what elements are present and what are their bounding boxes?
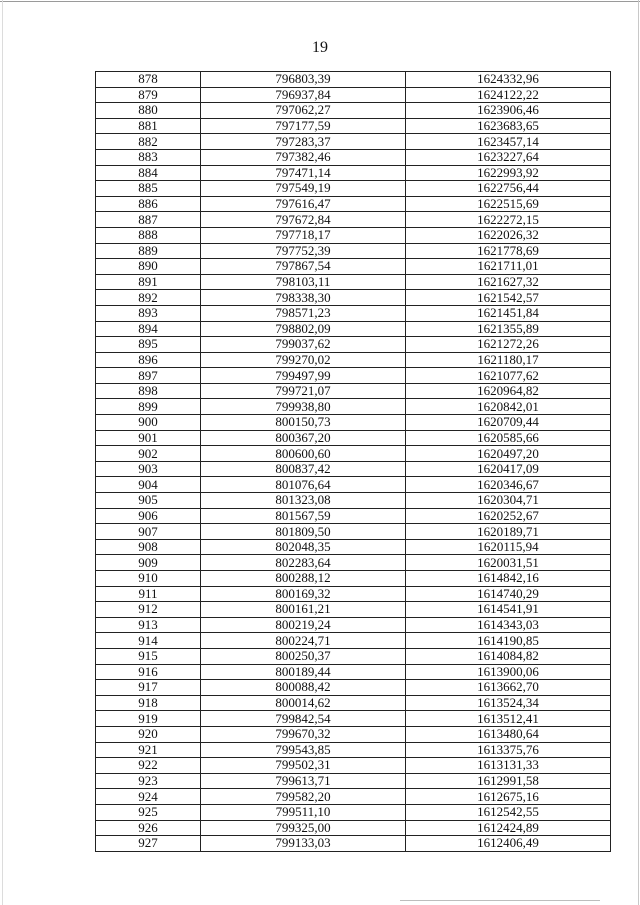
y-coordinate-cell: 1614740,29 <box>406 586 611 602</box>
point-number-cell: 913 <box>96 617 201 633</box>
x-coordinate-cell: 797062,27 <box>201 103 406 119</box>
table-row <box>96 149 611 165</box>
x-coordinate-cell: 798802,09 <box>201 321 406 337</box>
x-coordinate-cell: 801809,50 <box>201 524 406 540</box>
point-number-cell: 905 <box>96 493 201 509</box>
point-number-cell: 897 <box>96 368 201 384</box>
table-row <box>96 539 611 555</box>
x-coordinate-cell: 800367,20 <box>201 430 406 446</box>
point-number-cell: 882 <box>96 134 201 150</box>
point-number-cell: 901 <box>96 430 201 446</box>
scan-edge-bottom <box>400 900 600 901</box>
point-number-cell: 925 <box>96 804 201 820</box>
y-coordinate-cell: 1613512,41 <box>406 711 611 727</box>
y-coordinate-cell: 1620346,67 <box>406 477 611 493</box>
y-coordinate-cell: 1612406,49 <box>406 836 611 852</box>
x-coordinate-cell: 797283,37 <box>201 134 406 150</box>
y-coordinate-cell: 1621355,89 <box>406 321 611 337</box>
x-coordinate-cell: 798103,11 <box>201 274 406 290</box>
point-number-cell: 900 <box>96 415 201 431</box>
y-coordinate-cell: 1612675,16 <box>406 789 611 805</box>
x-coordinate-cell: 799511,10 <box>201 804 406 820</box>
point-number-cell: 904 <box>96 477 201 493</box>
point-number-cell: 921 <box>96 742 201 758</box>
y-coordinate-cell: 1621778,69 <box>406 243 611 259</box>
table-row <box>96 227 611 243</box>
table-row <box>96 305 611 321</box>
point-number-cell: 918 <box>96 695 201 711</box>
x-coordinate-cell: 800189,44 <box>201 664 406 680</box>
point-number-cell: 924 <box>96 789 201 805</box>
x-coordinate-cell: 797471,14 <box>201 165 406 181</box>
table-row <box>96 617 611 633</box>
x-coordinate-cell: 799670,32 <box>201 726 406 742</box>
point-number-cell: 880 <box>96 103 201 119</box>
y-coordinate-cell: 1620709,44 <box>406 415 611 431</box>
point-number-cell: 922 <box>96 758 201 774</box>
table-row <box>96 726 611 742</box>
page-number: 19 <box>312 39 328 56</box>
table-row <box>96 337 611 353</box>
point-number-cell: 920 <box>96 726 201 742</box>
x-coordinate-cell: 797867,54 <box>201 259 406 275</box>
table-row <box>96 773 611 789</box>
point-number-cell: 893 <box>96 305 201 321</box>
point-number-cell: 892 <box>96 290 201 306</box>
y-coordinate-cell: 1623906,46 <box>406 103 611 119</box>
point-number-cell: 914 <box>96 633 201 649</box>
table-row <box>96 461 611 477</box>
y-coordinate-cell: 1620304,71 <box>406 493 611 509</box>
y-coordinate-cell: 1624332,96 <box>406 72 611 88</box>
table-row <box>96 508 611 524</box>
x-coordinate-cell: 799842,54 <box>201 711 406 727</box>
table-row <box>96 274 611 290</box>
point-number-cell: 902 <box>96 446 201 462</box>
table-row <box>96 290 611 306</box>
table-row <box>96 836 611 852</box>
table-row <box>96 321 611 337</box>
y-coordinate-cell: 1614842,16 <box>406 571 611 587</box>
point-number-cell: 915 <box>96 648 201 664</box>
y-coordinate-cell: 1614541,91 <box>406 602 611 618</box>
table-row <box>96 103 611 119</box>
table-row <box>96 415 611 431</box>
table-row <box>96 586 611 602</box>
y-coordinate-cell: 1621180,17 <box>406 352 611 368</box>
y-coordinate-cell: 1613662,70 <box>406 680 611 696</box>
x-coordinate-cell: 797718,17 <box>201 227 406 243</box>
x-coordinate-cell: 800161,21 <box>201 602 406 618</box>
x-coordinate-cell: 800224,71 <box>201 633 406 649</box>
x-coordinate-cell: 799270,02 <box>201 352 406 368</box>
y-coordinate-cell: 1623227,64 <box>406 149 611 165</box>
y-coordinate-cell: 1614343,03 <box>406 617 611 633</box>
x-coordinate-cell: 800837,42 <box>201 461 406 477</box>
table-row <box>96 477 611 493</box>
table-row <box>96 118 611 134</box>
point-number-cell: 923 <box>96 773 201 789</box>
x-coordinate-cell: 799721,07 <box>201 383 406 399</box>
y-coordinate-cell: 1624122,22 <box>406 87 611 103</box>
y-coordinate-cell: 1612542,55 <box>406 804 611 820</box>
point-number-cell: 891 <box>96 274 201 290</box>
y-coordinate-cell: 1621711,01 <box>406 259 611 275</box>
x-coordinate-cell: 799497,99 <box>201 368 406 384</box>
y-coordinate-cell: 1623457,14 <box>406 134 611 150</box>
x-coordinate-cell: 801323,08 <box>201 493 406 509</box>
y-coordinate-cell: 1623683,65 <box>406 118 611 134</box>
y-coordinate-cell: 1621272,26 <box>406 337 611 353</box>
y-coordinate-cell: 1620842,01 <box>406 399 611 415</box>
y-coordinate-cell: 1620031,51 <box>406 555 611 571</box>
point-number-cell: 927 <box>96 836 201 852</box>
x-coordinate-cell: 797672,84 <box>201 212 406 228</box>
table-row <box>96 493 611 509</box>
table-row <box>96 196 611 212</box>
coordinates-table-body <box>96 72 611 852</box>
x-coordinate-cell: 798571,23 <box>201 305 406 321</box>
x-coordinate-cell: 797752,39 <box>201 243 406 259</box>
point-number-cell: 879 <box>96 87 201 103</box>
coordinates-table <box>95 71 611 852</box>
table-row <box>96 820 611 836</box>
y-coordinate-cell: 1614190,85 <box>406 633 611 649</box>
point-number-cell: 896 <box>96 352 201 368</box>
x-coordinate-cell: 799133,03 <box>201 836 406 852</box>
x-coordinate-cell: 800250,37 <box>201 648 406 664</box>
table-row <box>96 524 611 540</box>
table-row <box>96 571 611 587</box>
x-coordinate-cell: 796937,84 <box>201 87 406 103</box>
point-number-cell: 890 <box>96 259 201 275</box>
x-coordinate-cell: 799582,20 <box>201 789 406 805</box>
table-row <box>96 165 611 181</box>
point-number-cell: 884 <box>96 165 201 181</box>
table-row <box>96 181 611 197</box>
x-coordinate-cell: 800288,12 <box>201 571 406 587</box>
x-coordinate-cell: 800088,42 <box>201 680 406 696</box>
y-coordinate-cell: 1622272,15 <box>406 212 611 228</box>
y-coordinate-cell: 1621627,32 <box>406 274 611 290</box>
point-number-cell: 906 <box>96 508 201 524</box>
point-number-cell: 886 <box>96 196 201 212</box>
x-coordinate-cell: 799325,00 <box>201 820 406 836</box>
x-coordinate-cell: 797549,19 <box>201 181 406 197</box>
y-coordinate-cell: 1620417,09 <box>406 461 611 477</box>
y-coordinate-cell: 1621451,84 <box>406 305 611 321</box>
y-coordinate-cell: 1620189,71 <box>406 524 611 540</box>
x-coordinate-cell: 800219,24 <box>201 617 406 633</box>
y-coordinate-cell: 1612424,89 <box>406 820 611 836</box>
table-row <box>96 711 611 727</box>
y-coordinate-cell: 1612991,58 <box>406 773 611 789</box>
x-coordinate-cell: 800150,73 <box>201 415 406 431</box>
table-row <box>96 368 611 384</box>
x-coordinate-cell: 799037,62 <box>201 337 406 353</box>
point-number-cell: 894 <box>96 321 201 337</box>
y-coordinate-cell: 1613524,34 <box>406 695 611 711</box>
x-coordinate-cell: 800600,60 <box>201 446 406 462</box>
point-number-cell: 919 <box>96 711 201 727</box>
table-row <box>96 383 611 399</box>
point-number-cell: 911 <box>96 586 201 602</box>
table-row <box>96 134 611 150</box>
point-number-cell: 910 <box>96 571 201 587</box>
x-coordinate-cell: 798338,30 <box>201 290 406 306</box>
point-number-cell: 903 <box>96 461 201 477</box>
x-coordinate-cell: 800014,62 <box>201 695 406 711</box>
scan-edge-left <box>2 0 3 905</box>
point-number-cell: 885 <box>96 181 201 197</box>
x-coordinate-cell: 802283,64 <box>201 555 406 571</box>
point-number-cell: 898 <box>96 383 201 399</box>
y-coordinate-cell: 1613131,33 <box>406 758 611 774</box>
y-coordinate-cell: 1620115,94 <box>406 539 611 555</box>
point-number-cell: 881 <box>96 118 201 134</box>
y-coordinate-cell: 1620585,66 <box>406 430 611 446</box>
y-coordinate-cell: 1613375,76 <box>406 742 611 758</box>
table-row <box>96 243 611 259</box>
x-coordinate-cell: 799543,85 <box>201 742 406 758</box>
point-number-cell: 912 <box>96 602 201 618</box>
x-coordinate-cell: 801076,64 <box>201 477 406 493</box>
y-coordinate-cell: 1622993,92 <box>406 165 611 181</box>
scan-edge-top <box>0 1 640 2</box>
table-row <box>96 789 611 805</box>
x-coordinate-cell: 801567,59 <box>201 508 406 524</box>
table-row <box>96 680 611 696</box>
y-coordinate-cell: 1620964,82 <box>406 383 611 399</box>
scan-edge-right <box>638 0 639 905</box>
y-coordinate-cell: 1620497,20 <box>406 446 611 462</box>
table-row <box>96 399 611 415</box>
y-coordinate-cell: 1621542,57 <box>406 290 611 306</box>
y-coordinate-cell: 1620252,67 <box>406 508 611 524</box>
y-coordinate-cell: 1613900,06 <box>406 664 611 680</box>
table-row <box>96 648 611 664</box>
x-coordinate-cell: 797382,46 <box>201 149 406 165</box>
x-coordinate-cell: 799938,80 <box>201 399 406 415</box>
y-coordinate-cell: 1614084,82 <box>406 648 611 664</box>
point-number-cell: 917 <box>96 680 201 696</box>
point-number-cell: 908 <box>96 539 201 555</box>
x-coordinate-cell: 799613,71 <box>201 773 406 789</box>
table-row <box>96 352 611 368</box>
x-coordinate-cell: 797177,59 <box>201 118 406 134</box>
table-row <box>96 430 611 446</box>
y-coordinate-cell: 1613480,64 <box>406 726 611 742</box>
table-row <box>96 804 611 820</box>
table-row <box>96 446 611 462</box>
point-number-cell: 926 <box>96 820 201 836</box>
point-number-cell: 907 <box>96 524 201 540</box>
point-number-cell: 887 <box>96 212 201 228</box>
point-number-cell: 895 <box>96 337 201 353</box>
table-row <box>96 259 611 275</box>
table-row <box>96 72 611 88</box>
table-row <box>96 758 611 774</box>
table-row <box>96 602 611 618</box>
table-row <box>96 695 611 711</box>
point-number-cell: 883 <box>96 149 201 165</box>
table-row <box>96 87 611 103</box>
y-coordinate-cell: 1621077,62 <box>406 368 611 384</box>
point-number-cell: 889 <box>96 243 201 259</box>
point-number-cell: 909 <box>96 555 201 571</box>
y-coordinate-cell: 1622515,69 <box>406 196 611 212</box>
table-row <box>96 742 611 758</box>
point-number-cell: 878 <box>96 72 201 88</box>
table-row <box>96 664 611 680</box>
table-row <box>96 555 611 571</box>
table-row <box>96 633 611 649</box>
x-coordinate-cell: 799502,31 <box>201 758 406 774</box>
x-coordinate-cell: 802048,35 <box>201 539 406 555</box>
point-number-cell: 916 <box>96 664 201 680</box>
y-coordinate-cell: 1622026,32 <box>406 227 611 243</box>
y-coordinate-cell: 1622756,44 <box>406 181 611 197</box>
point-number-cell: 888 <box>96 227 201 243</box>
x-coordinate-cell: 796803,39 <box>201 72 406 88</box>
point-number-cell: 899 <box>96 399 201 415</box>
x-coordinate-cell: 800169,32 <box>201 586 406 602</box>
x-coordinate-cell: 797616,47 <box>201 196 406 212</box>
table-row <box>96 212 611 228</box>
